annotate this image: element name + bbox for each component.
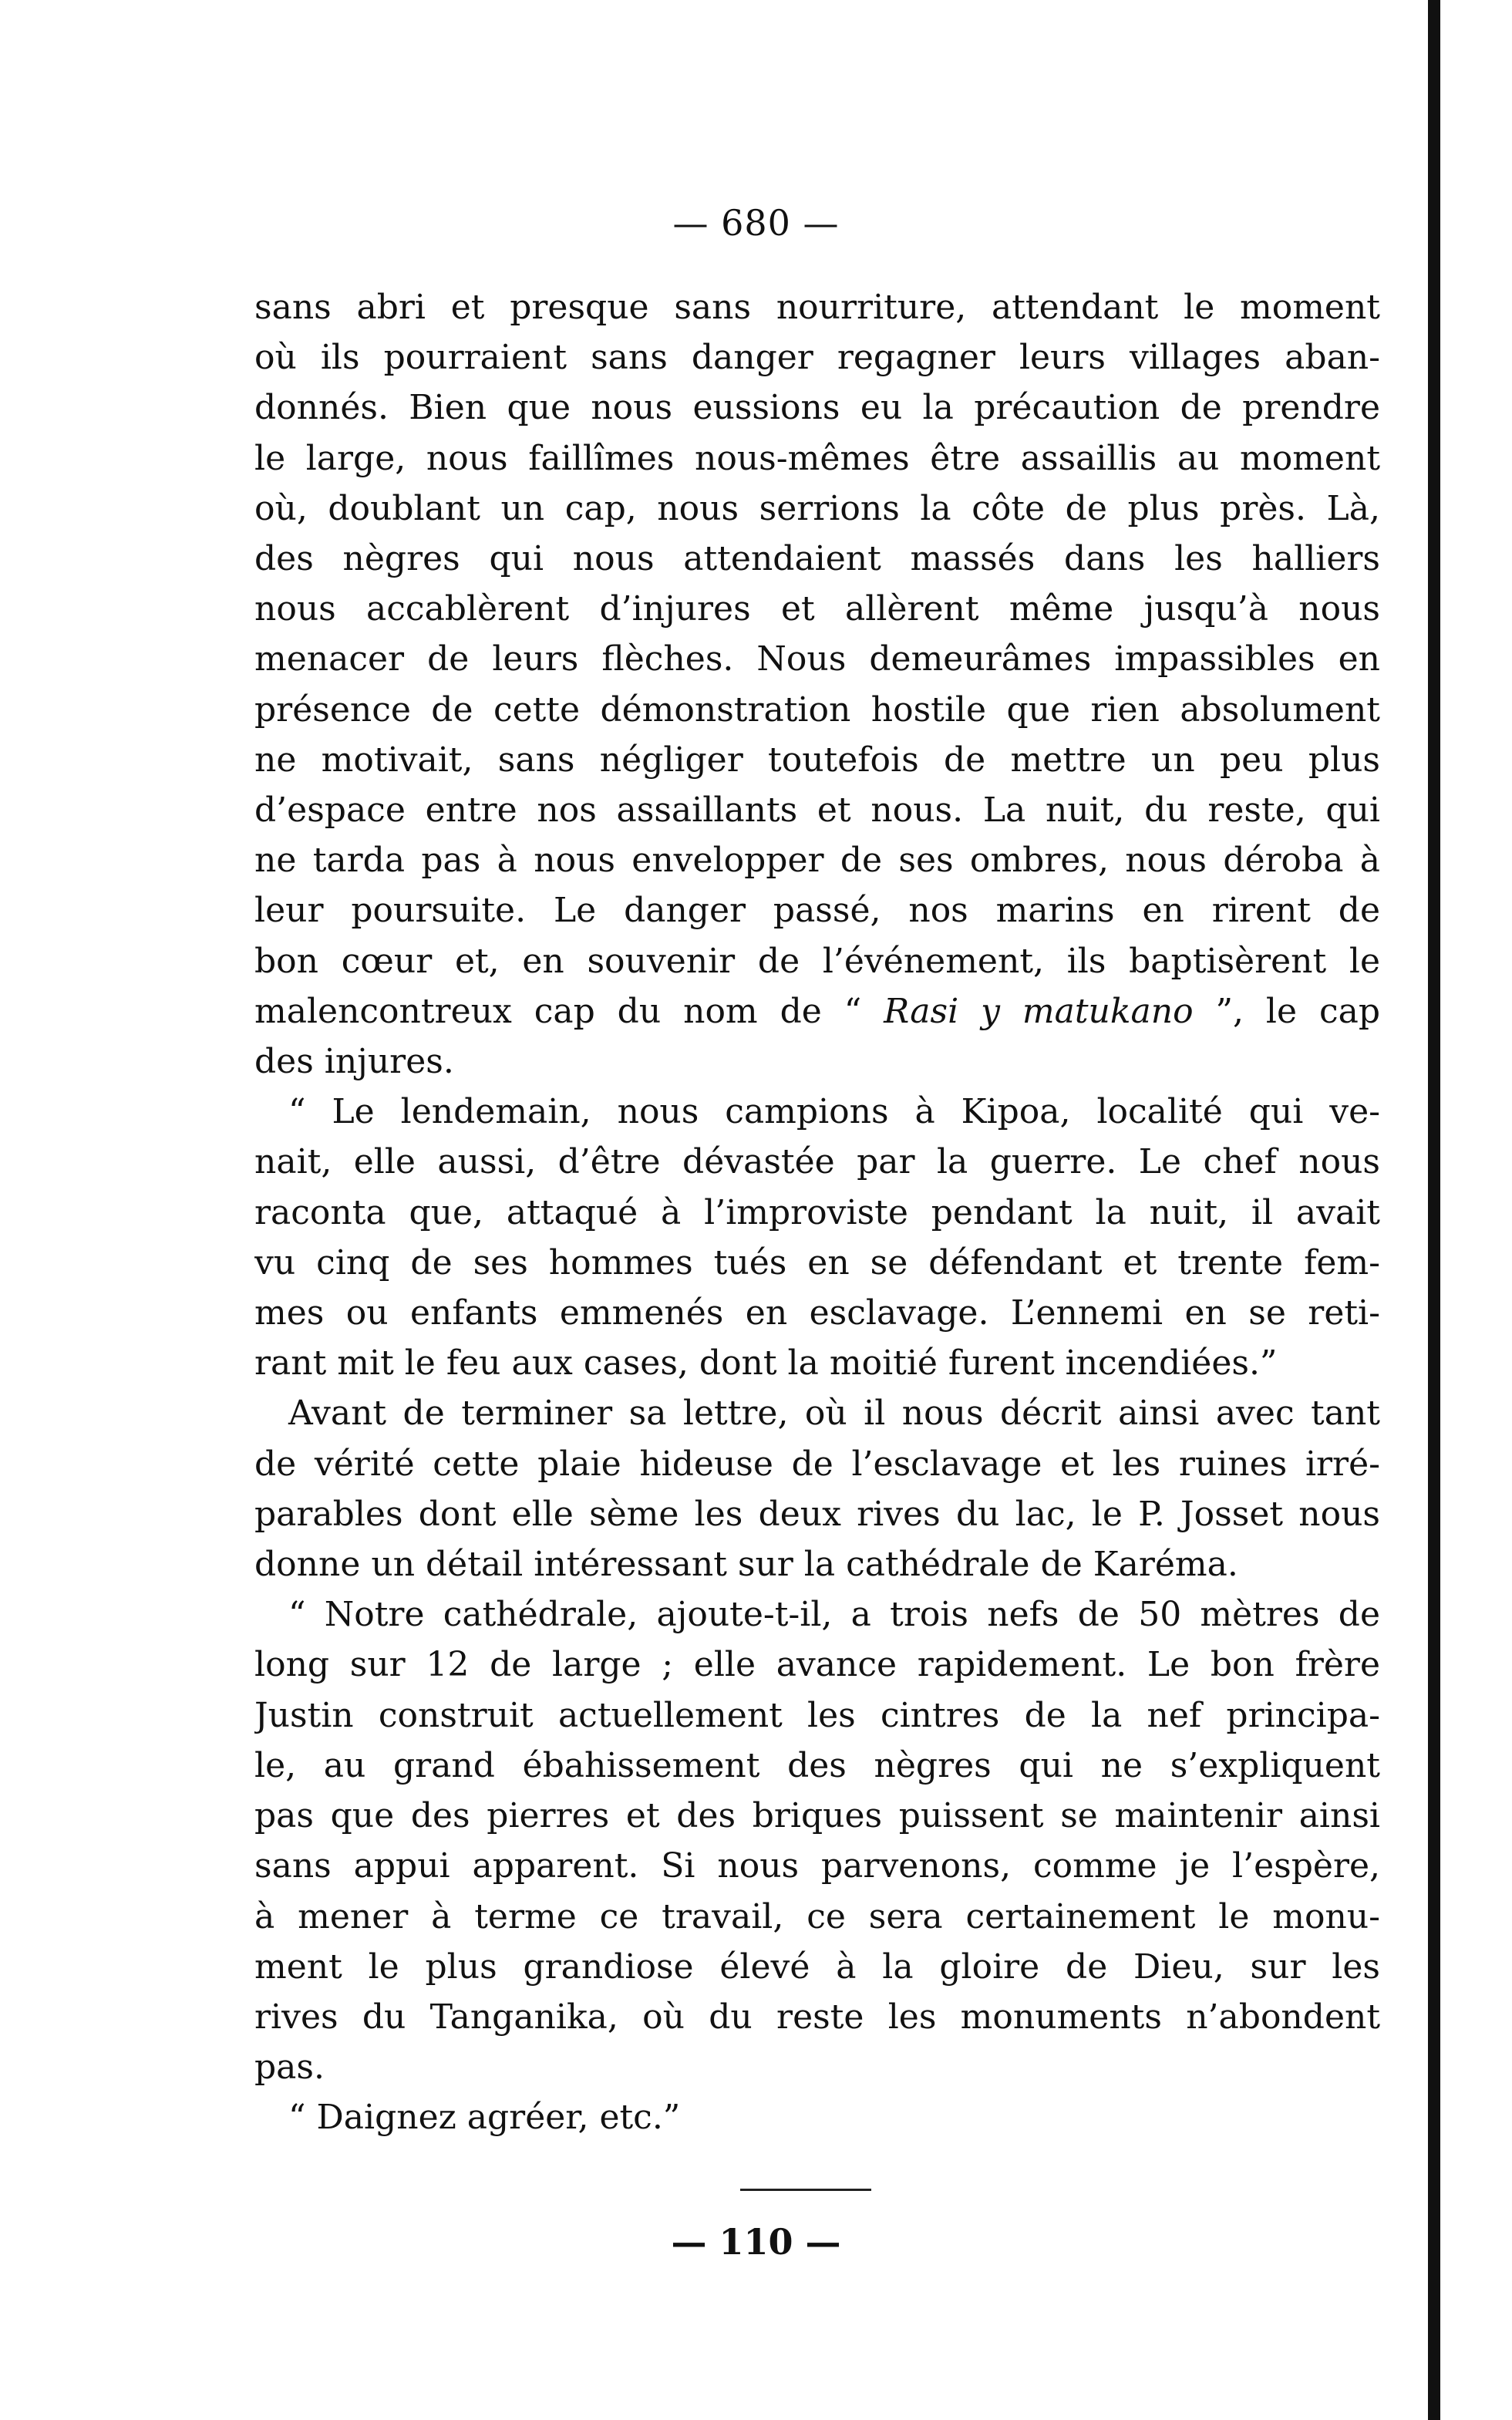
text-line: pas que des pierres et des briques puissent se maintenir ainsi (254, 1796, 1380, 1836)
text-line: long sur 12 de large ; elle avance rapidement. Le bon frère (254, 1645, 1380, 1685)
page-edge-shadow (1428, 0, 1440, 2420)
text-line: ne tarda pas à nous envelopper de ses ombres, nous déroba à (254, 841, 1380, 881)
text-line: où, doublant un cap, nous serrions la côte de plus près. Là, (254, 488, 1380, 528)
text-line: nous accablèrent d’injures et allèrent même jusqu’à nous (254, 589, 1380, 629)
text-line-part: malencontreux cap du nom de “ (254, 991, 884, 1031)
text-line: Avant de terminer sa lettre, où il nous décrit ainsi avec tant (288, 1394, 1380, 1434)
text-line: leur poursuite. Le danger passé, nos marins en rirent de (254, 891, 1380, 931)
signature-number: — 110 — (671, 2221, 841, 2263)
text-line: pas. (254, 2048, 325, 2088)
text-line: Justin construit actuellement les cintres de la nef principa- (254, 1695, 1380, 1735)
text-line: à mener à terme ce travail, ce sera certainement le monu- (254, 1896, 1380, 1936)
separator-rule (740, 2189, 871, 2191)
text-line: où ils pourraient sans danger regagner leurs villages aban- (254, 338, 1380, 378)
text-line: des injures. (254, 1042, 454, 1082)
body-text (254, 282, 1380, 2143)
text-line: donnés. Bien que nous eussions eu la précaution de prendre (254, 388, 1380, 428)
page-number: — 680 — (672, 202, 840, 244)
text-line: rant mit le feu aux cases, dont la moitié furent incendiées.” (254, 1343, 1278, 1384)
text-line: “ Daignez agréer, etc.” (288, 2098, 681, 2138)
text-line-part: ”, le cap (1193, 991, 1380, 1031)
text-line: raconta que, attaqué à l’improviste pendant la nuit, il avait (254, 1192, 1380, 1232)
text-line (254, 986, 1380, 1036)
text-line: “ Le lendemain, nous campions à Kipoa, localité qui ve- (288, 1092, 1380, 1132)
text-line: ne motivait, sans négliger toutefois de mettre un peu plus (254, 740, 1380, 780)
text-line: parables dont elle sème les deux rives du lac, le P. Josset nous (254, 1494, 1380, 1534)
italic-place-name: Rasi y matukano (884, 991, 1194, 1031)
text-line: le, au grand ébahissement des nègres qui ne s’expliquent (254, 1745, 1380, 1785)
text-line: de vérité cette plaie hideuse de l’esclavage et les ruines irré- (254, 1444, 1380, 1484)
text-line: des nègres qui nous attendaient massés dans les halliers (254, 539, 1380, 579)
text-line: “ Notre cathédrale, ajoute-t-il, a trois nefs de 50 mètres de (288, 1595, 1380, 1635)
text-line: ment le plus grandiose élevé à la gloire de Dieu, sur les (254, 1946, 1380, 1987)
text-line: mes ou enfants emmenés en esclavage. L’ennemi en se reti- (254, 1293, 1380, 1333)
text-line: rives du Tanganika, où du reste les monuments n’abondent (254, 1997, 1380, 2037)
text-line: vu cinq de ses hommes tués en se défendant et trente fem- (254, 1242, 1380, 1282)
text-line: nait, elle aussi, d’être dévastée par la guerre. Le chef nous (254, 1142, 1380, 1182)
text-line: donne un détail intéressant sur la cathédrale de Karéma. (254, 1545, 1238, 1585)
text-line: le large, nous faillîmes nous-mêmes être assaillis au moment (254, 438, 1380, 478)
text-line: d’espace entre nos assaillants et nous. La nuit, du reste, qui (254, 790, 1380, 831)
text-line: présence de cette démonstration hostile que rien absolument (254, 689, 1380, 730)
text-line: bon cœur et, en souvenir de l’événement, ils baptisèrent le (254, 941, 1380, 981)
text-line: sans abri et presque sans nourriture, attendant le moment (254, 288, 1380, 327)
text-line: sans appui apparent. Si nous parvenons, comme je l’espère, (254, 1846, 1380, 1886)
text-line: menacer de leurs flèches. Nous demeurâmes impassibles en (254, 639, 1380, 679)
